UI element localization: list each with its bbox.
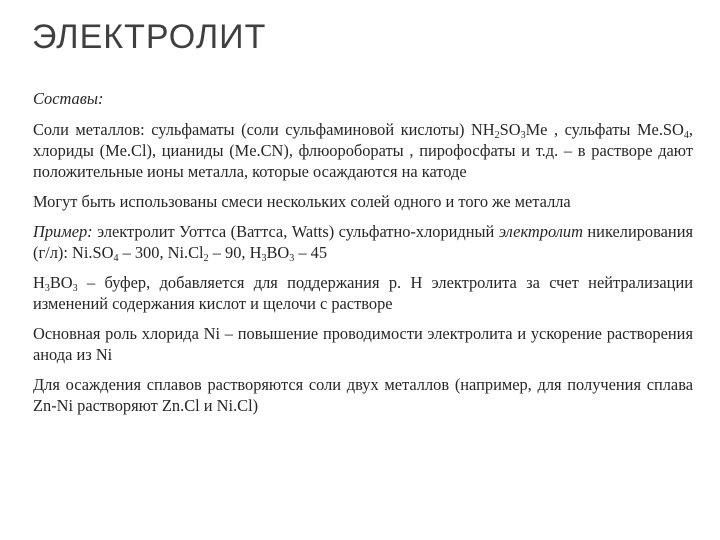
subscript: 3 <box>289 253 295 264</box>
metal-salts-paragraph <box>33 119 693 182</box>
subscript: 2 <box>494 130 500 141</box>
example-text-5: BO <box>266 243 290 262</box>
subscript: 4 <box>683 130 689 141</box>
subscript: 3 <box>520 130 526 141</box>
example-text-1: электролит Уоттса (Ваттса, Watts) сульфатно-хлоридный <box>92 222 499 241</box>
example-emphasis: электролит <box>498 222 583 241</box>
compositions-heading: Составы: <box>33 89 104 108</box>
subscript: 3 <box>72 283 78 294</box>
boric-acid-paragraph <box>33 272 693 314</box>
subscript: 2 <box>203 253 209 264</box>
boric-text-3: – буфер, добавляется для поддержания p. H электролита за счет нейтрализации изменений содержания кислот и щелочи с растворе <box>33 273 693 313</box>
subscript: 3 <box>44 283 50 294</box>
slide-title: ЭЛЕКТРОЛИТ <box>32 18 267 56</box>
salt-mixtures-paragraph: Могут быть использованы смеси нескольких солей одного и того же металла <box>33 192 571 211</box>
chloride-role-paragraph: Основная роль хлорида Ni – повышение проводимости электролита и ускорение растворения анода из Ni <box>33 324 693 364</box>
example-text-3: – 300, Ni.Cl <box>118 243 204 262</box>
alloy-deposition-paragraph: Для осаждения сплавов растворяются соли двух металлов (например, для получения сплава Zn-Ni растворяют Zn.Cl и Ni.Cl) <box>33 375 693 415</box>
subscript: 3 <box>261 253 267 264</box>
salts-text-1: Соли металлов: сульфаматы (соли сульфаминовой кислоты) NH <box>33 120 495 139</box>
salts-text-2: SO <box>499 120 521 139</box>
salts-text-3: Me , сульфаты Me.SO <box>525 120 684 139</box>
watts-example-paragraph <box>33 221 693 263</box>
example-label: Пример: <box>33 222 93 241</box>
salts-text-4: , хлориды (Me.Cl), цианиды (Me.CN), флюоробораты , пирофосфаты и т.д. – в растворе дают положительные ионы металла, которые осаждаются на катоде <box>33 120 693 181</box>
slide-content <box>33 88 693 425</box>
example-text-6: – 45 <box>294 243 328 262</box>
example-text-2: никелирования (г/л): Ni.SO <box>33 222 694 262</box>
boric-text-2: BO <box>49 273 73 292</box>
boric-text-1: H <box>33 273 45 292</box>
example-text-4: – 90, H <box>208 243 262 262</box>
subscript: 4 <box>113 253 119 264</box>
